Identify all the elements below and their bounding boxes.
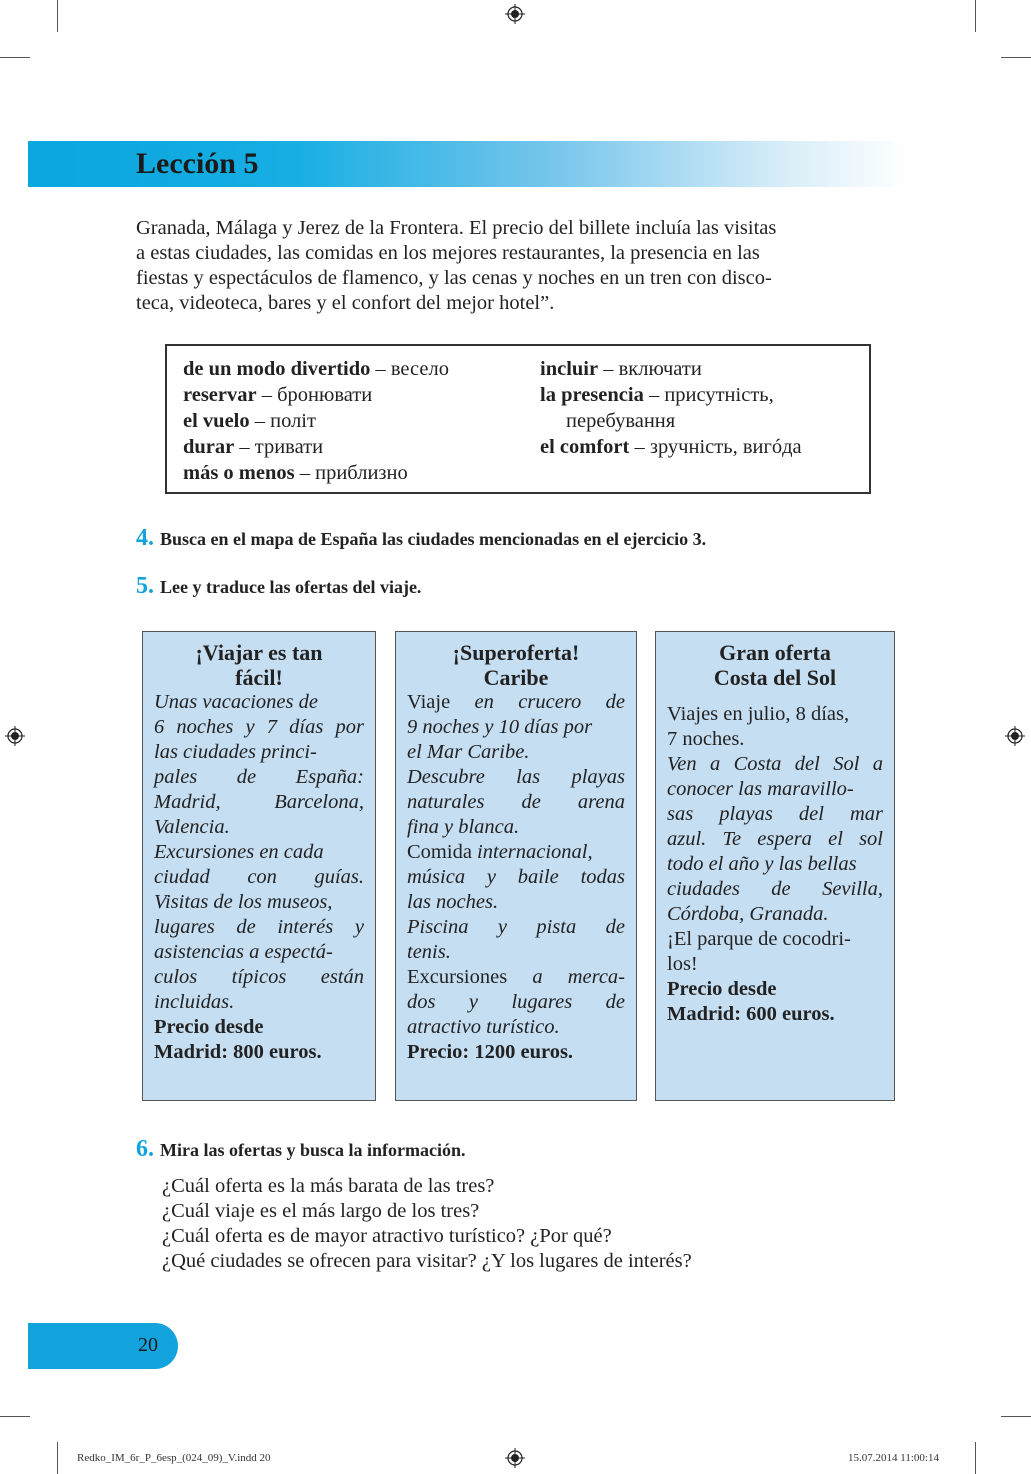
vocabulary-translation: – політ xyxy=(249,410,316,432)
paragraph-line: teca, videoteca, bares y el confort del mejor hotel”. xyxy=(136,292,555,314)
exercise-number: 5. xyxy=(136,573,154,599)
vocabulary-entry xyxy=(540,434,802,460)
offer-text-line: ciudades de Sevilla, xyxy=(667,878,883,900)
crop-mark xyxy=(0,57,30,58)
offer-text-line: Viaje xyxy=(407,691,475,713)
offer-text-line: Córdoba, Granada. xyxy=(667,903,829,925)
crop-mark xyxy=(1001,57,1031,58)
offer-text-line: 9 noches y 10 días por xyxy=(407,716,593,738)
crop-mark xyxy=(0,1416,30,1417)
paragraph-line: fiestas y espectáculos de flamenco, y las cenas y noches en un tren con disco- xyxy=(136,267,772,289)
vocabulary-term: la presencia xyxy=(540,384,644,406)
offer-text-line: 6 noches y 7 días por xyxy=(154,716,364,738)
vocabulary-translation: – тривати xyxy=(234,436,324,458)
offer-title: Costa del Sol xyxy=(713,665,837,690)
offer-text-line: Excursiones en cada xyxy=(154,841,324,863)
offer-text-line: lugares de interés y xyxy=(154,916,364,938)
vocabulary-term: el comfort xyxy=(540,436,630,458)
offer-text-line: Valencia. xyxy=(154,816,230,838)
exercise-instruction: Lee y traduce las ofertas del viaje. xyxy=(160,577,422,597)
crop-mark xyxy=(1001,1416,1031,1417)
offer-text-line: incluidas. xyxy=(154,991,235,1013)
offer-text-line: los! xyxy=(667,953,698,975)
offer-text-line: azul. Te espera el sol xyxy=(667,828,883,850)
vocabulary-continuation: перебування xyxy=(566,410,676,432)
slug-file: Redko_IM_6r_P_6esp_(024_09)_V.indd 20 xyxy=(77,1452,271,1464)
offer-text-line: Unas vacaciones de xyxy=(154,691,318,713)
crop-mark xyxy=(57,0,58,32)
vocabulary-term: el vuelo xyxy=(183,410,250,432)
offer-title: ¡Superoferta! xyxy=(452,640,580,665)
offer-title: fácil! xyxy=(235,665,283,690)
crop-mark xyxy=(975,1442,976,1474)
question: ¿Qué ciudades se ofrecen para visitar? ¿Y los lugares de interés? xyxy=(162,1250,692,1272)
offer-text-line: las noches. xyxy=(407,891,499,913)
page-number: 20 xyxy=(138,1334,158,1356)
crop-mark xyxy=(975,0,976,32)
offer-card-superoferta xyxy=(395,631,637,1101)
offer-text-line: tenis. xyxy=(407,941,451,963)
offer-title: ¡Viajar es tan xyxy=(195,640,323,665)
offer-price: Madrid: 600 euros. xyxy=(667,1003,835,1025)
offer-text-line: asistencias a espectá- xyxy=(154,941,333,963)
vocabulary-entry xyxy=(540,356,802,382)
crop-mark xyxy=(57,1442,58,1474)
offer-text-line: internacional, xyxy=(477,841,593,863)
registration-mark-icon xyxy=(505,1448,525,1468)
offer-price: Precio desde xyxy=(154,1016,264,1038)
vocabulary-translation: – приблизно xyxy=(294,462,408,484)
vocabulary-term: durar xyxy=(183,436,235,458)
exercise-6 xyxy=(136,1136,465,1163)
registration-mark-icon xyxy=(5,726,25,746)
vocabulary-translation: – зручність, вигóда xyxy=(629,436,802,458)
offer-text-line: atractivo turístico. xyxy=(407,1016,560,1038)
offer-text-line: Comida xyxy=(407,841,478,863)
offer-text-line: naturales de arena xyxy=(407,791,625,813)
exercise-number: 6. xyxy=(136,1136,154,1162)
offer-price: Madrid: 800 euros. xyxy=(154,1041,322,1063)
offer-text-line: música y baile todas xyxy=(407,866,625,888)
exercise-5 xyxy=(136,573,421,600)
vocabulary-translation: – присутність, xyxy=(643,384,774,406)
offer-text-line: 7 noches. xyxy=(667,728,745,750)
offer-title: Gran oferta xyxy=(719,640,831,665)
vocabulary-translation: – весело xyxy=(370,358,449,380)
vocabulary-term: de un modo divertido xyxy=(183,358,371,380)
offer-price: Precio: 1200 euros. xyxy=(407,1041,574,1063)
vocabulary-translation: – включати xyxy=(598,358,702,380)
slug-timestamp: 15.07.2014 11:00:14 xyxy=(848,1452,939,1464)
vocabulary-translation: – бронювати xyxy=(256,384,373,406)
lesson-title: Lección 5 xyxy=(136,147,259,180)
offer-text-line: Ven a Costa del Sol a xyxy=(667,753,883,775)
offer-text-line: dos y lugares de xyxy=(407,991,625,1013)
registration-mark-icon xyxy=(505,4,525,24)
offer-text-line: ¡El parque de cocodri- xyxy=(667,928,851,950)
offer-card-costa-del-sol xyxy=(655,631,895,1101)
vocabulary-left-column xyxy=(183,356,449,486)
offer-text-line: las ciudades princi- xyxy=(154,741,317,763)
offer-text-line: culos típicos están xyxy=(154,966,364,988)
vocabulary-term: incluir xyxy=(540,358,599,380)
vocabulary-entry xyxy=(183,434,449,460)
paragraph-line: Granada, Málaga y Jerez de la Frontera. El precio del billete incluía las visitas xyxy=(136,217,777,239)
offer-text-line: Excursiones xyxy=(407,966,533,988)
offer-text-line: el Mar Caribe. xyxy=(407,741,530,763)
question-list xyxy=(162,1174,692,1274)
vocabulary-term: más o menos xyxy=(183,462,295,484)
offer-text-line: en crucero de xyxy=(474,691,625,713)
vocabulary-entry xyxy=(183,460,449,486)
vocabulary-entry xyxy=(183,382,449,408)
vocabulary-term: reservar xyxy=(183,384,257,406)
offer-text-line: ciudad con guías. xyxy=(154,866,364,888)
offer-text-line: fina y blanca. xyxy=(407,816,520,838)
offer-text-line: sas playas del mar xyxy=(667,803,883,825)
paragraph-line: a estas ciudades, las comidas en los mejores restaurantes, la presencia en las xyxy=(136,242,760,264)
exercise-4 xyxy=(136,525,706,552)
exercise-instruction: Busca en el mapa de España las ciudades mencionadas en el ejercicio 3. xyxy=(160,529,707,549)
offer-title: Caribe xyxy=(483,665,549,690)
offer-price: Precio desde xyxy=(667,978,777,1000)
question: ¿Cuál oferta es de mayor atractivo turístico? ¿Por qué? xyxy=(162,1225,612,1247)
vocabulary-entry xyxy=(183,408,449,434)
offer-text-line: pales de España: xyxy=(154,766,364,788)
offer-text-line: a merca- xyxy=(532,966,625,988)
question: ¿Cuál viaje es el más largo de los tres? xyxy=(162,1200,480,1222)
offer-text-line: Madrid, Barcelona, xyxy=(154,791,364,813)
intro-paragraph xyxy=(136,216,902,316)
question: ¿Cuál oferta es la más barata de las tres? xyxy=(162,1175,495,1197)
registration-mark-icon xyxy=(1005,726,1025,746)
offer-card-viajar xyxy=(142,631,376,1101)
exercise-number: 4. xyxy=(136,525,154,551)
vocabulary-entry xyxy=(540,382,802,408)
offer-text-line: Piscina y pista de xyxy=(407,916,625,938)
offer-text-line: Descubre las playas xyxy=(407,766,625,788)
vocabulary-entry xyxy=(183,356,449,382)
offer-text-line: conocer las maravillo- xyxy=(667,778,854,800)
vocabulary-box xyxy=(165,344,871,494)
offer-text-line: todo el año y las bellas xyxy=(667,853,857,875)
exercise-instruction: Mira las ofertas y busca la información. xyxy=(160,1140,466,1160)
vocabulary-right-column xyxy=(540,356,802,460)
offer-text-line: Viajes en julio, 8 días, xyxy=(667,703,850,725)
offer-text-line: Visitas de los museos, xyxy=(154,891,333,913)
